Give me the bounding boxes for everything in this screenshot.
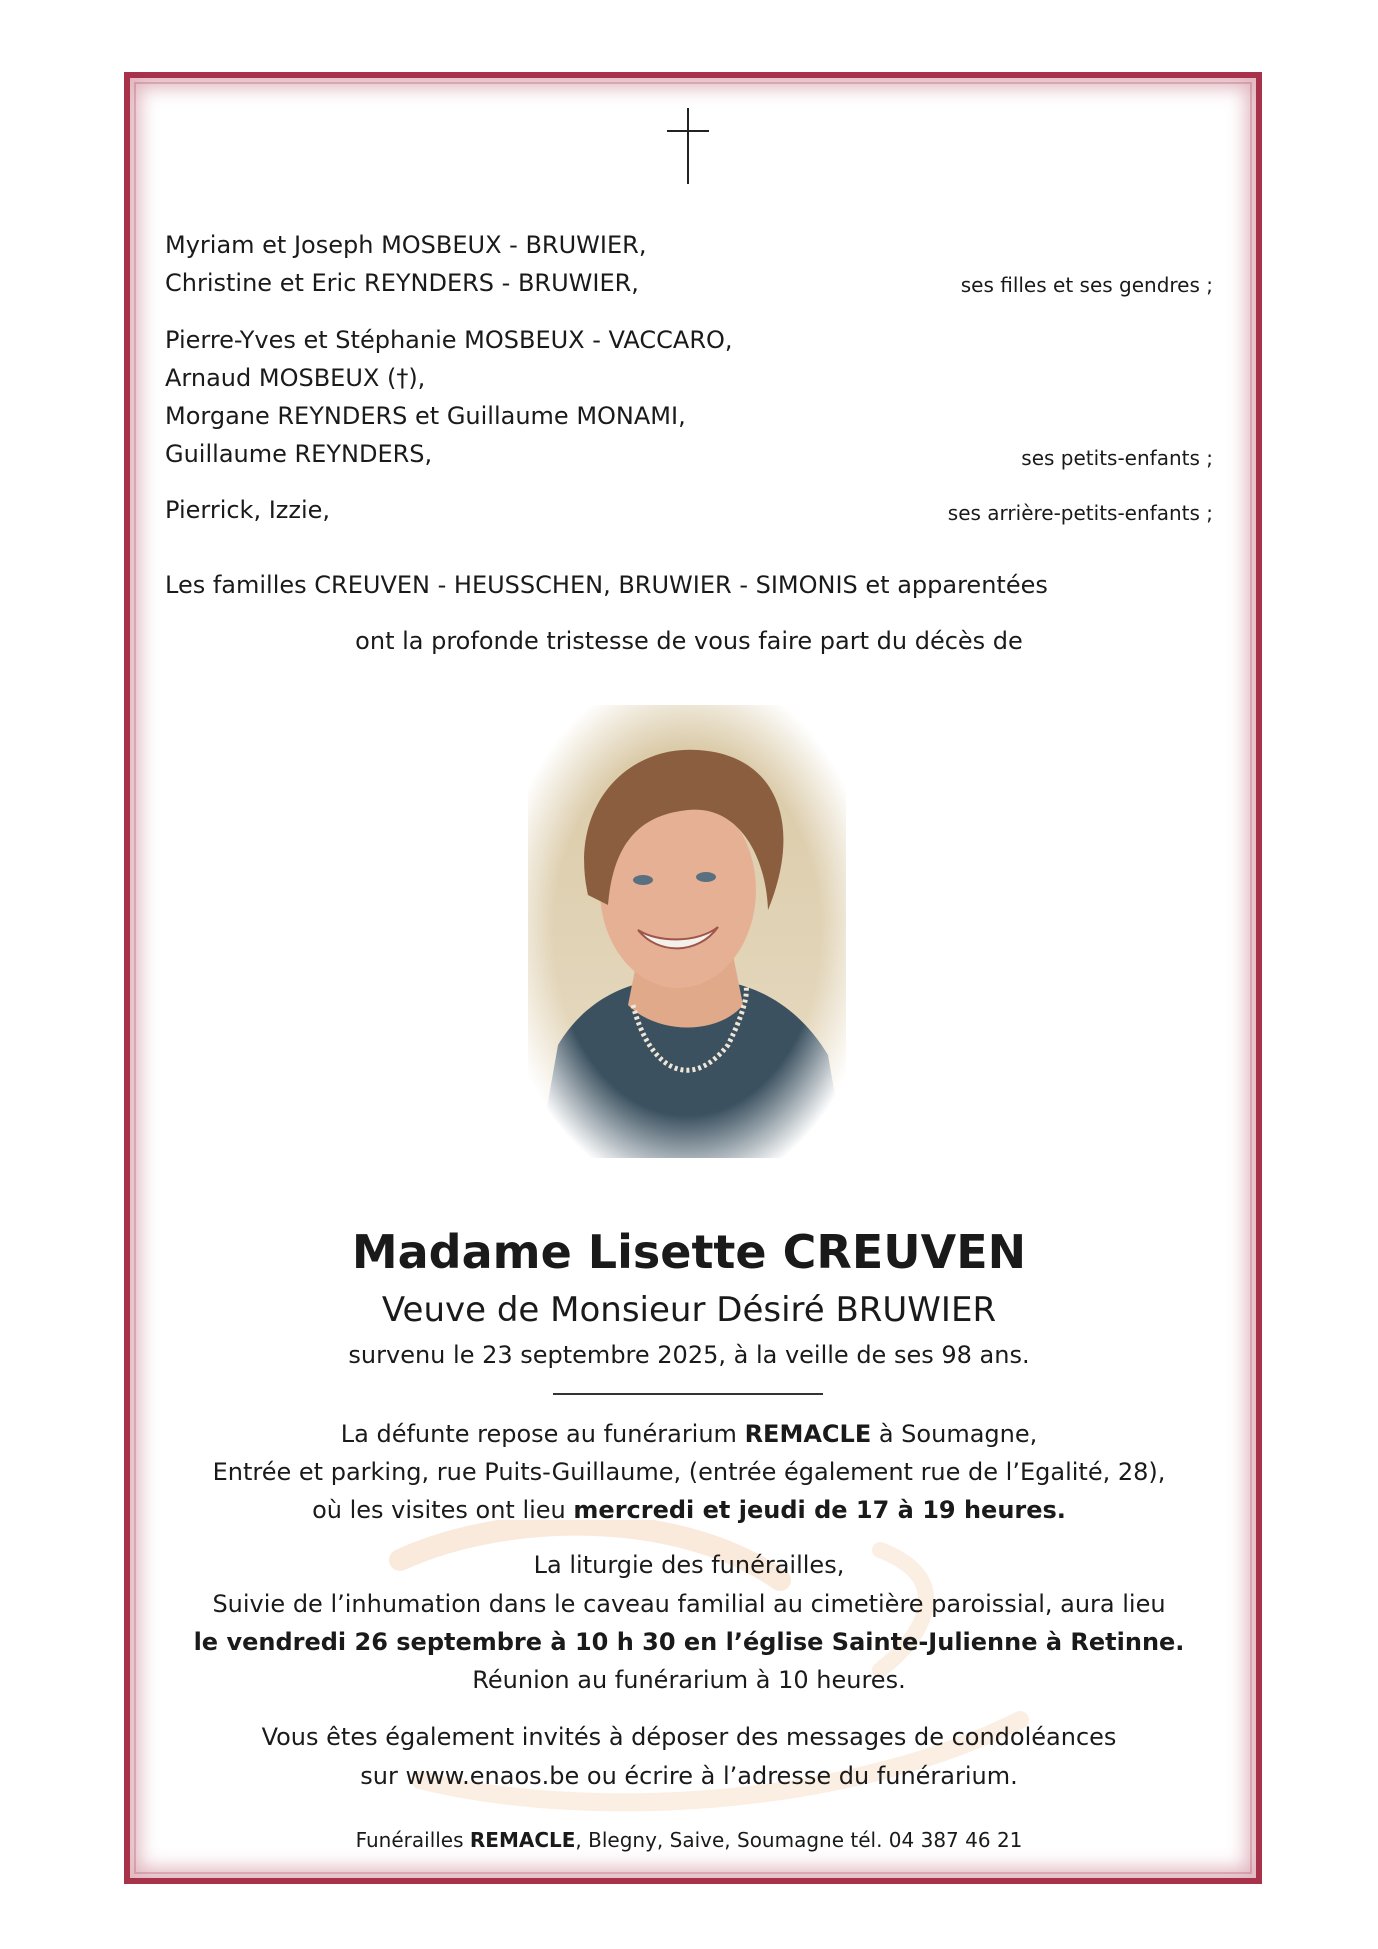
divider bbox=[553, 1393, 823, 1395]
visitation-line-1: La défunte repose au funérarium REMACLE à Soumagne, bbox=[340, 1420, 1038, 1448]
family-daughter-2: Christine et Eric REYNDERS - BRUWIER, bbox=[165, 269, 639, 297]
portrait-photo bbox=[528, 705, 846, 1158]
funeral-line-3: le vendredi 26 septembre à 10 h 30 en l’église Sainte-Julienne à Retinne. bbox=[193, 1628, 1185, 1656]
footer-funeral-home: Funérailles REMACLE, Blegny, Saive, Soumagne tél. 04 387 46 21 bbox=[355, 1828, 1023, 1852]
family-grandchild-3: Morgane REYNDERS et Guillaume MONAMI, bbox=[165, 402, 686, 430]
role-daughters: ses filles et ses gendres ; bbox=[960, 273, 1213, 297]
family-grandchild-4: Guillaume REYNDERS, bbox=[165, 440, 433, 468]
deceased-spouse: Veuve de Monsieur Désiré BRUWIER bbox=[381, 1290, 997, 1330]
family-grandchild-1: Pierre-Yves et Stéphanie MOSBEUX - VACCARO, bbox=[165, 326, 733, 354]
visitation-line-2: Entrée et parking, rue Puits-Guillaume, (entrée également rue de l’Egalité, 28), bbox=[212, 1458, 1166, 1486]
family-grandchild-2: Arnaud MOSBEUX (†), bbox=[165, 364, 426, 392]
condolences-line-2: sur www.enaos.be ou écrire à l’adresse du funérarium. bbox=[360, 1762, 1018, 1790]
funeral-line-1: La liturgie des funérailles, bbox=[533, 1551, 845, 1579]
funeral-line-2: Suivie de l’inhumation dans le caveau familial au cimetière paroissial, aura lieu bbox=[212, 1590, 1166, 1618]
family-great-grandchildren: Pierrick, Izzie, bbox=[165, 496, 331, 524]
visitation-line-3: où les visites ont lieu mercredi et jeudi de 17 à 19 heures. bbox=[312, 1496, 1066, 1524]
deceased-death-date: survenu le 23 septembre 2025, à la veille de ses 98 ans. bbox=[348, 1341, 1030, 1369]
family-extended: Les familles CREUVEN - HEUSSCHEN, BRUWIER - SIMONIS et apparentées bbox=[165, 571, 1048, 599]
announcement-text: ont la profonde tristesse de vous faire part du décès de bbox=[355, 627, 1023, 655]
family-daughter-1: Myriam et Joseph MOSBEUX - BRUWIER, bbox=[165, 231, 647, 259]
cross-icon-bar bbox=[667, 130, 709, 132]
funeral-line-4: Réunion au funérarium à 10 heures. bbox=[472, 1666, 906, 1694]
role-great-grandchildren: ses arrière-petits-enfants ; bbox=[947, 501, 1213, 525]
role-grandchildren: ses petits-enfants ; bbox=[1021, 446, 1213, 470]
condolences-line-1: Vous êtes également invités à déposer des messages de condoléances bbox=[261, 1723, 1117, 1751]
cross-icon bbox=[687, 108, 689, 184]
deceased-name: Madame Lisette CREUVEN bbox=[351, 1225, 1027, 1279]
